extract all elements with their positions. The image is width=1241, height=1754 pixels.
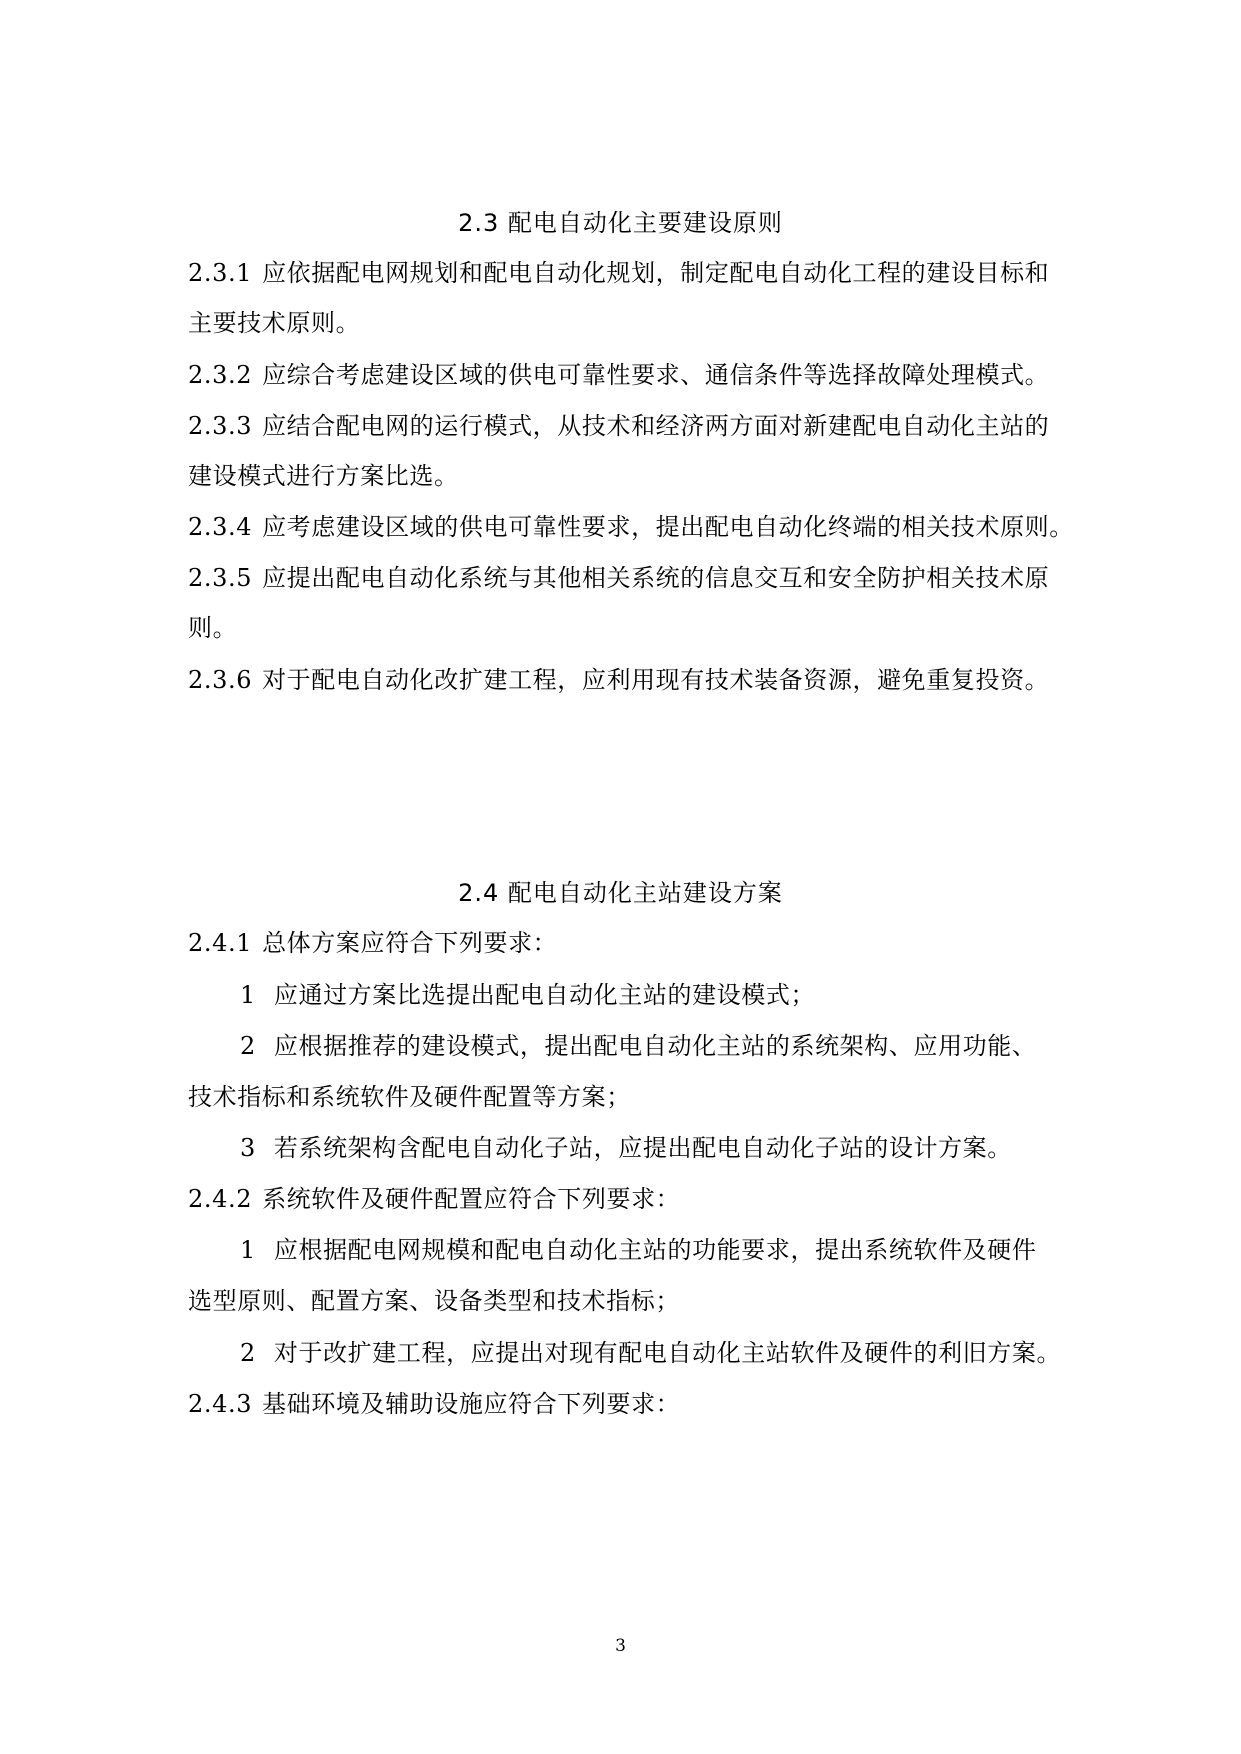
clause-2-3-3 [188,411,1068,441]
page-number: 3 [615,1636,626,1656]
clause-text: 应依据配电网规划和配电自动化规划，制定配电自动化工程的建设目标和 [262,259,1050,287]
clause-number: 2.4.1 [188,929,253,957]
clause-2-4-3 [188,1389,1068,1419]
clause-number: 2.3.2 [188,361,253,389]
sub-item-number: 1 [240,981,256,1009]
clause-2-4-2 [188,1184,1068,1214]
clause-2-4-2-sub-1 [240,1235,1070,1265]
clause-2-4-1-sub-2 [240,1031,1070,1061]
clause-2-4-1-sub-1 [240,980,1070,1010]
clause-text: 总体方案应符合下列要求： [262,929,558,957]
clause-2-3-5-continued: 则。 [188,614,238,642]
clause-text: 基础环境及辅助设施应符合下列要求： [262,1390,681,1418]
clause-text: 系统软件及硬件配置应符合下列要求： [262,1185,681,1213]
sub-item-number: 1 [240,1236,256,1264]
sub-item-text: 应根据推荐的建设模式，提出配电自动化主站的系统架构、应用功能、 [273,1032,1037,1060]
clause-number: 2.3.4 [188,513,253,541]
clause-text: 应结合配电网的运行模式，从技术和经济两方面对新建配电自动化主站的 [262,412,1050,440]
clause-number: 2.4.3 [188,1390,253,1418]
sub-item-text: 应根据配电网规模和配电自动化主站的功能要求，提出系统软件及硬件 [273,1236,1037,1264]
clause-number: 2.3.5 [188,564,253,592]
sub-item-text: 若系统架构含配电自动化子站，应提出配电自动化子站的设计方案。 [273,1134,1012,1162]
sub-item-number: 2 [240,1032,256,1060]
clause-2-3-1-continued: 主要技术原则。 [188,309,361,337]
clause-2-3-1 [188,258,1068,288]
clause-2-4-2-sub-2 [240,1338,1070,1368]
clause-number: 2.3.6 [188,666,253,694]
clause-2-4-2-sub-1-continued: 选型原则、配置方案、设备类型和技术指标； [188,1287,680,1315]
clause-2-4-1 [188,928,1068,958]
sub-item-text: 对于改扩建工程，应提出对现有配电自动化主站软件及硬件的利旧方案。 [273,1339,1062,1367]
section-heading-2-4: 2.4 配电自动化主站建设方案 [458,879,783,907]
clause-text: 应综合考虑建设区域的供电可靠性要求、通信条件等选择故障处理模式。 [262,361,1050,389]
clause-2-4-1-sub-3 [240,1133,1070,1163]
sub-item-number: 3 [240,1134,256,1162]
clause-2-3-6 [188,665,1068,695]
clause-2-3-4 [188,512,1074,542]
clause-text: 应考虑建设区域的供电可靠性要求，提出配电自动化终端的相关技术原则。 [262,513,1074,541]
clause-number: 2.3.1 [188,259,253,287]
clause-2-3-5 [188,563,1068,593]
clause-2-4-1-sub-2-continued: 技术指标和系统软件及硬件配置等方案； [188,1083,631,1111]
clause-2-3-2 [188,360,1068,390]
section-heading-2-3: 2.3 配电自动化主要建设原则 [458,209,783,237]
clause-number: 2.3.3 [188,412,253,440]
clause-number: 2.4.2 [188,1185,253,1213]
clause-text: 应提出配电自动化系统与其他相关系统的信息交互和安全防护相关技术原 [262,564,1050,592]
clause-text: 对于配电自动化改扩建工程，应利用现有技术装备资源，避免重复投资。 [262,666,1050,694]
sub-item-number: 2 [240,1339,256,1367]
clause-2-3-3-continued: 建设模式进行方案比选。 [188,462,459,490]
sub-item-text: 应通过方案比选提出配电自动化主站的建设模式； [273,981,816,1009]
